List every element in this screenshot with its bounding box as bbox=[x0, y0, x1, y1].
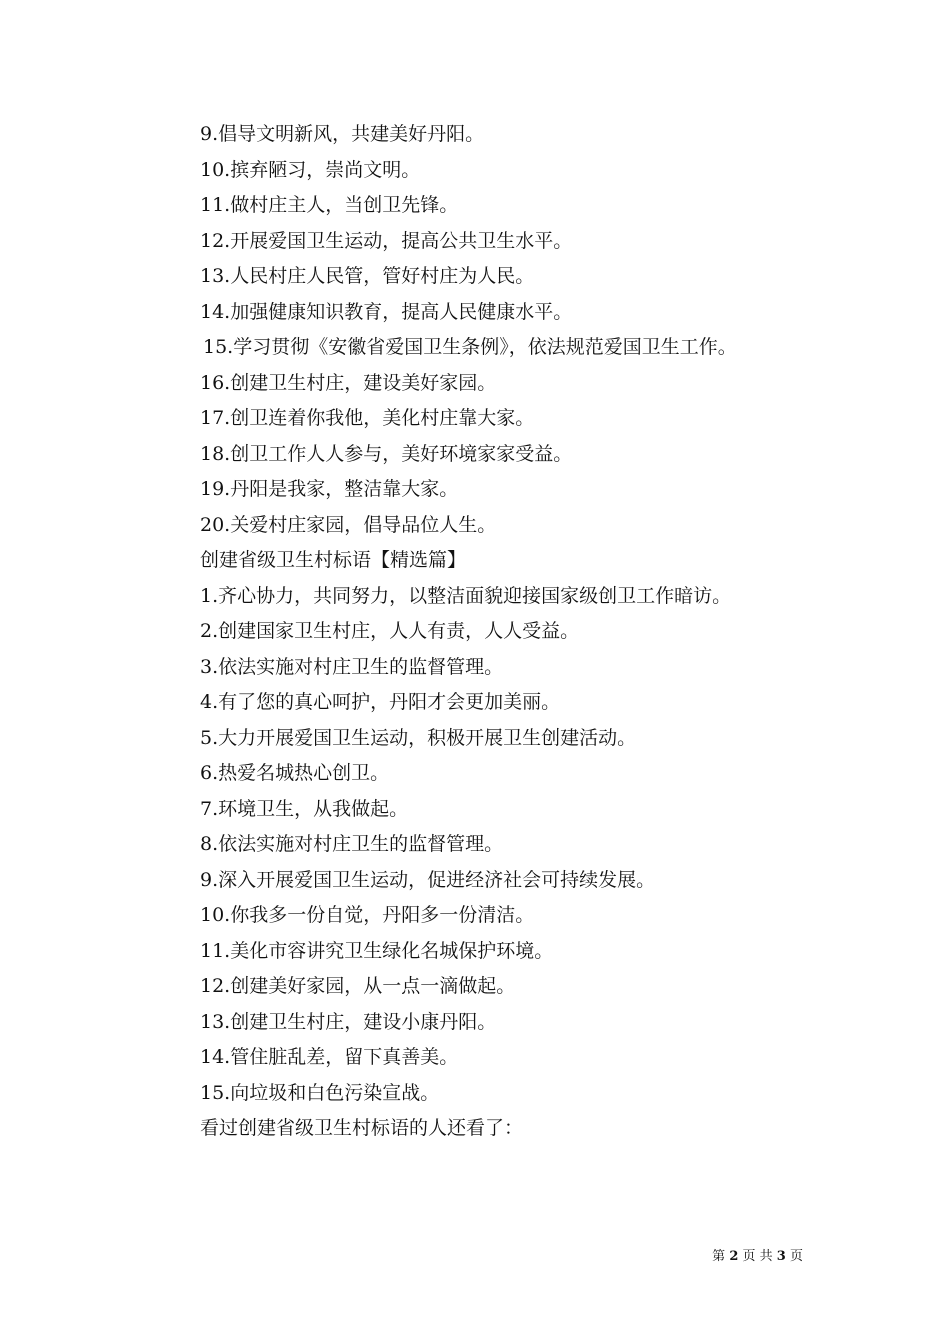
document-body bbox=[143, 117, 833, 1147]
section-heading: 创建省级卫生村标语【精选篇】 bbox=[200, 549, 467, 571]
text-line: 7.环境卫生，从我做起。 bbox=[200, 797, 409, 820]
total-page-number: 3 bbox=[776, 1249, 786, 1264]
text-line: 14.管住脏乱差，留下真善美。 bbox=[200, 1046, 459, 1068]
text-line: 9.深入开展爱国卫生运动，促进经济社会可持续发展。 bbox=[200, 868, 656, 891]
footer-prefix: 第 bbox=[712, 1249, 726, 1264]
footer-suffix: 页 bbox=[789, 1249, 803, 1264]
text-line: 10.你我多一份自觉，丹阳多一份清洁。 bbox=[200, 904, 535, 926]
text-line: 9.倡导文明新风，共建美好丹阳。 bbox=[200, 123, 485, 145]
text-line: 8.依法实施对村庄卫生的监督管理。 bbox=[200, 833, 504, 855]
text-line: 6.热爱名城热心创卫。 bbox=[200, 762, 390, 784]
text-line: 1.齐心协力，共同努力，以整洁面貌迎接国家级创卫工作暗访。 bbox=[200, 584, 732, 607]
page-footer bbox=[712, 1248, 803, 1266]
text-line: 3.依法实施对村庄卫生的监督管理。 bbox=[200, 655, 504, 678]
text-line: 5.大力开展爱国卫生运动，积极开展卫生创建活动。 bbox=[200, 726, 637, 749]
text-line: 16.创建卫生村庄，建设美好家园。 bbox=[200, 371, 497, 394]
text-line: 13.创建卫生村庄，建设小康丹阳。 bbox=[200, 1010, 497, 1033]
text-line: 19.丹阳是我家，整洁靠大家。 bbox=[200, 478, 459, 500]
current-page-number: 2 bbox=[729, 1249, 739, 1264]
text-line: 12.创建美好家园，从一点一滴做起。 bbox=[200, 975, 516, 997]
text-line: 15.学习贯彻《安徽省爱国卫生条例》，依法规范爱国卫生工作。 bbox=[203, 336, 737, 358]
footer-middle: 页 共 bbox=[742, 1249, 773, 1264]
text-line: 2.创建国家卫生村庄，人人有责，人人受益。 bbox=[200, 620, 580, 642]
text-line: 10.摈弃陋习，崇尚文明。 bbox=[200, 158, 421, 181]
text-line: 看过创建省级卫生村标语的人还看了： bbox=[200, 1117, 524, 1139]
text-line: 18.创卫工作人人参与，美好环境家家受益。 bbox=[200, 442, 573, 465]
text-line: 11.做村庄主人，当创卫先锋。 bbox=[200, 194, 459, 216]
text-line: 11.美化市容讲究卫生绿化名城保护环境。 bbox=[200, 939, 554, 962]
text-line: 13.人民村庄人民管，管好村庄为人民。 bbox=[200, 265, 535, 287]
text-line: 17.创卫连着你我他，美化村庄靠大家。 bbox=[200, 407, 535, 429]
text-line: 20.关爱村庄家园，倡导品位人生。 bbox=[200, 513, 497, 536]
text-line: 4.有了您的真心呵护，丹阳才会更加美丽。 bbox=[200, 691, 561, 713]
text-line: 12.开展爱国卫生运动，提高公共卫生水平。 bbox=[200, 229, 573, 252]
text-line: 14.加强健康知识教育，提高人民健康水平。 bbox=[200, 300, 573, 323]
text-line: 15.向垃圾和白色污染宣战。 bbox=[200, 1081, 440, 1104]
